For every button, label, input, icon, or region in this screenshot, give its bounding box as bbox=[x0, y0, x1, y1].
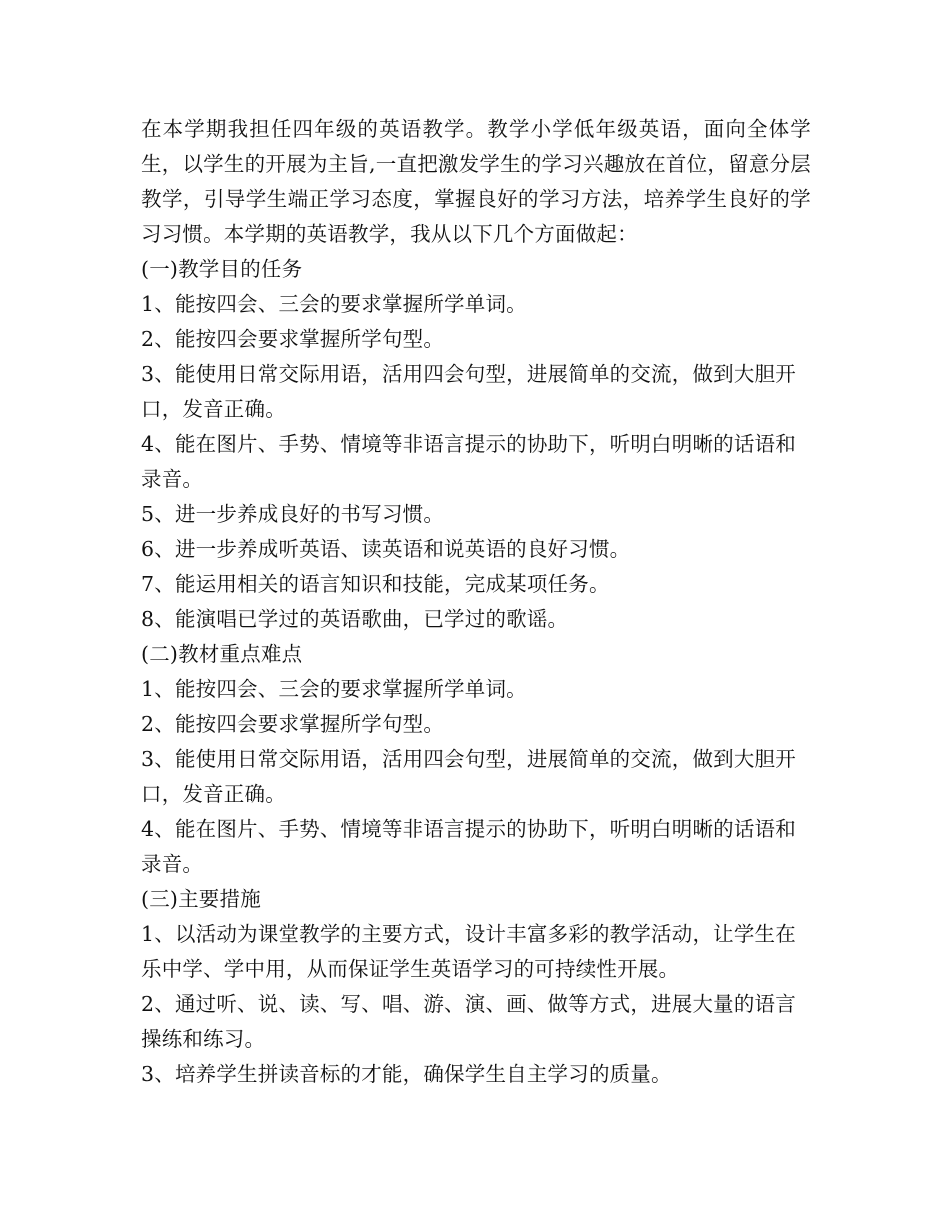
list-item: 4、能在图片、手势、情境等非语言提示的协助下，听明白明晰的话语和录音。 bbox=[141, 817, 796, 876]
list-item: 2、能按四会要求掌握所学句型。 bbox=[141, 712, 445, 736]
list-item: 3、能使用日常交际用语，活用四会句型，进展简单的交流，做到大胆开口，发音正确。 bbox=[141, 747, 796, 806]
section-heading-objectives: (一)教学目的任务 bbox=[141, 257, 303, 281]
list-item: 7、能运用相关的语言知识和技能，完成某项任务。 bbox=[141, 572, 610, 596]
section-heading-measures: (三)主要措施 bbox=[141, 887, 261, 911]
list-item: 6、进一步养成听英语、读英语和说英语的良好习惯。 bbox=[141, 537, 631, 561]
intro-paragraph: 在本学期我担任四年级的英语教学。教学小学低年级英语，面向全体学生，以学生的开展为主旨,一直把激发学生的学习兴趣放在首位，留意分层教学，引导学生端正学习态度，掌握良好的学习方法，培养学生良好的学习习惯。本学期的英语教学，我从以下几个方面做起： bbox=[141, 117, 811, 246]
document-body bbox=[141, 112, 811, 1092]
list-item: 3、能使用日常交际用语，活用四会句型，进展简单的交流，做到大胆开口，发音正确。 bbox=[141, 362, 796, 421]
list-item: 2、通过听、说、读、写、唱、游、演、画、做等方式，进展大量的语言操练和练习。 bbox=[141, 992, 796, 1051]
list-item: 4、能在图片、手势、情境等非语言提示的协助下，听明白明晰的话语和录音。 bbox=[141, 432, 796, 491]
list-item: 1、能按四会、三会的要求掌握所学单词。 bbox=[141, 677, 527, 701]
list-item: 3、培养学生拼读音标的才能，确保学生自主学习的质量。 bbox=[141, 1062, 672, 1086]
list-item: 5、进一步养成良好的书写习惯。 bbox=[141, 502, 445, 526]
list-item: 8、能演唱已学过的英语歌曲，已学过的歌谣。 bbox=[141, 607, 569, 631]
section-heading-key-points: (二)教材重点难点 bbox=[141, 642, 303, 666]
list-item: 1、以活动为课堂教学的主要方式，设计丰富多彩的教学活动，让学生在乐中学、学中用，从而保证学生英语学习的可持续性开展。 bbox=[141, 922, 796, 981]
list-item: 1、能按四会、三会的要求掌握所学单词。 bbox=[141, 292, 527, 316]
list-item: 2、能按四会要求掌握所学句型。 bbox=[141, 327, 445, 351]
